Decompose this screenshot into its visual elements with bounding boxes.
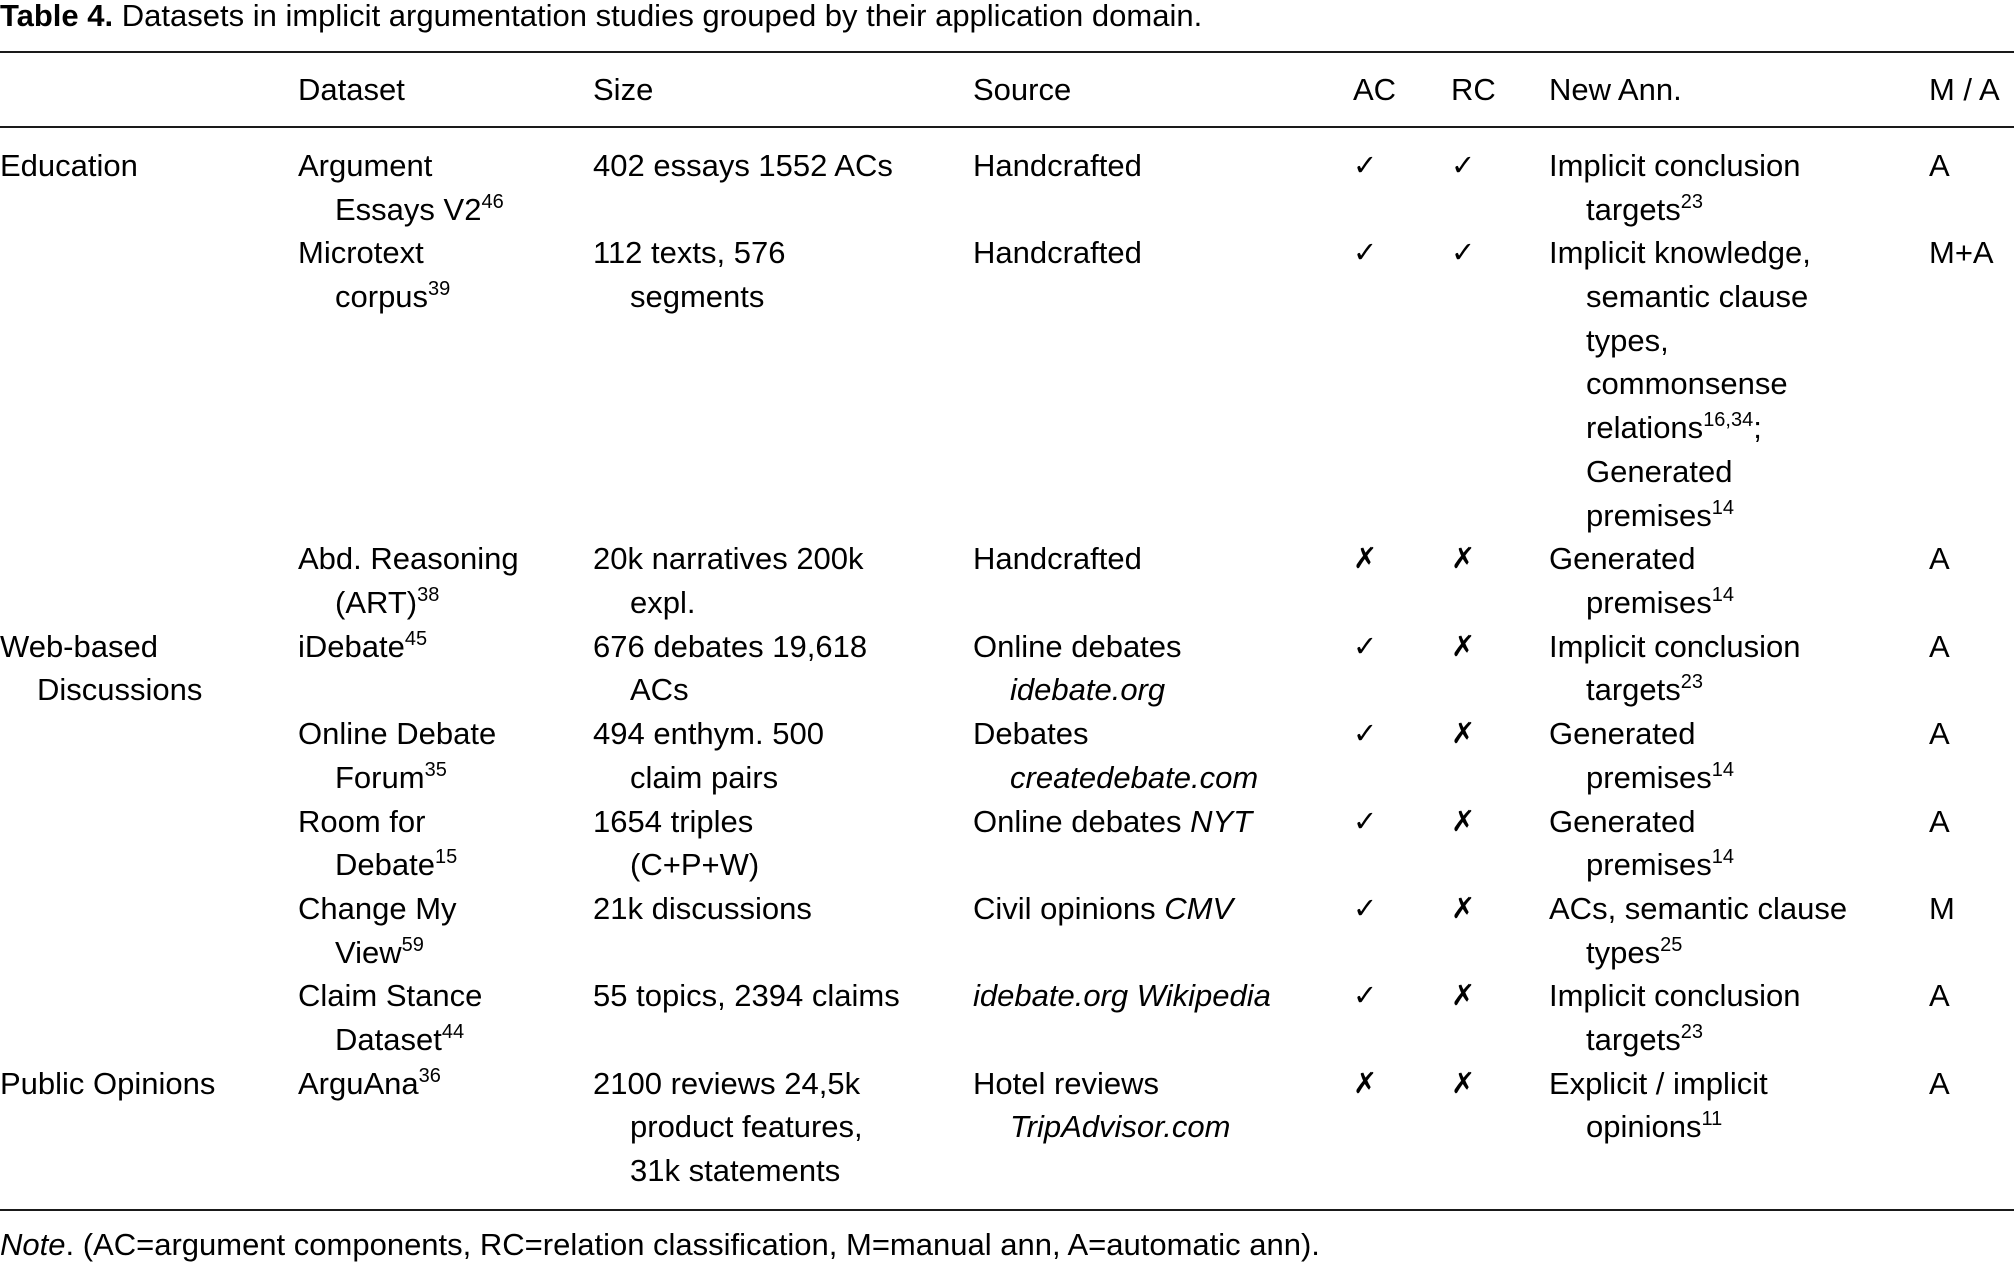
- new-ann-text: Generated: [1549, 716, 1696, 752]
- dataset-cell: [298, 537, 519, 624]
- dataset-cell: [298, 974, 482, 1061]
- citation-ref: 35: [424, 758, 447, 781]
- new-ann-text: ACs, semantic clause: [1549, 890, 1848, 926]
- table-caption-text: Datasets in implicit argumentation studies grouped by their application domain.: [121, 0, 1203, 33]
- size-line: expl.: [630, 584, 696, 620]
- new-ann-text: premises: [1586, 847, 1712, 883]
- new-ann-cell: [1549, 974, 1801, 1061]
- new-ann-line: [1549, 450, 1811, 494]
- new-ann-text: commonsense: [1586, 366, 1788, 402]
- new-ann-line: [1549, 537, 1734, 581]
- note-label: Note: [0, 1227, 66, 1262]
- ac-cell: [1353, 625, 1377, 669]
- m-a-value: M: [1929, 890, 1955, 926]
- source-cell: [973, 537, 1142, 581]
- rc-cell: [1451, 712, 1475, 756]
- source-text: Handcrafted: [973, 235, 1142, 271]
- citation-ref: 38: [417, 583, 440, 606]
- domain-cell: [0, 625, 202, 712]
- source-line: [973, 974, 1271, 1018]
- new-ann-cell: [1549, 800, 1734, 887]
- ac-cell: [1353, 1062, 1377, 1106]
- size-line: 402 essays 1552 ACs: [593, 148, 893, 183]
- check-icon: ✓: [1353, 716, 1378, 751]
- new-ann-text: targets: [1586, 191, 1681, 227]
- size-line: (C+P+W): [630, 847, 760, 883]
- cross-icon: ✗: [1451, 890, 1476, 925]
- source-italic: TripAdvisor.com: [1010, 1109, 1231, 1145]
- domain-line: Discussions: [37, 672, 203, 708]
- source-cell: [973, 144, 1142, 188]
- rc-cell: [1451, 800, 1475, 844]
- source-line: [973, 668, 1182, 712]
- source-text: Handcrafted: [973, 541, 1142, 577]
- dataset-line: [298, 275, 450, 319]
- new-ann-line: [1549, 319, 1811, 363]
- dataset-text: Argument: [298, 148, 433, 183]
- new-ann-line: [1549, 1018, 1801, 1062]
- new-ann-line: [1549, 756, 1734, 800]
- new-ann-line: [1549, 668, 1801, 712]
- new-ann-cell: [1549, 144, 1801, 231]
- source-italic: idebate.org Wikipedia: [973, 978, 1271, 1014]
- citation-ref: 45: [404, 627, 428, 650]
- check-icon: ✓: [1353, 235, 1378, 270]
- cross-icon: ✗: [1451, 978, 1476, 1013]
- size-cell: [593, 231, 785, 318]
- new-ann-cell: [1549, 887, 1847, 974]
- m-a-cell: [1929, 231, 1994, 275]
- dataset-line: [298, 843, 457, 887]
- top-rule: [0, 51, 2014, 53]
- new-ann-line: [1549, 494, 1811, 538]
- new-ann-line: [1549, 887, 1847, 931]
- m-a-cell: [1929, 887, 1955, 931]
- new-ann-text: opinions: [1586, 1109, 1702, 1145]
- source-line: [973, 537, 1142, 581]
- header-source: Source: [973, 72, 1072, 107]
- new-ann-line: [1549, 188, 1801, 232]
- m-a-cell: [1929, 1062, 1950, 1106]
- domain-line: Public Opinions: [0, 1065, 216, 1101]
- m-a-value: A: [1929, 1065, 1950, 1101]
- new-ann-text: Explicit / implicit: [1549, 1065, 1768, 1101]
- size-line: claim pairs: [630, 759, 779, 795]
- new-ann-text: Implicit conclusion: [1549, 628, 1801, 664]
- ac-cell: [1353, 537, 1377, 581]
- dataset-line: [298, 756, 496, 800]
- new-ann-cell: [1549, 231, 1811, 537]
- size-cell: [593, 537, 864, 624]
- dataset-line: [298, 231, 450, 275]
- source-text: Debates: [973, 716, 1089, 752]
- size-line: 20k narratives 200k: [593, 541, 864, 577]
- source-line: [973, 625, 1182, 669]
- new-ann-line: [1549, 931, 1847, 975]
- citation-ref: 59: [401, 933, 424, 956]
- citation-ref: 15: [434, 846, 458, 869]
- domain-line: Education: [0, 148, 138, 183]
- new-ann-line: [1549, 625, 1801, 669]
- bottom-rule: [0, 1209, 2014, 1211]
- dataset-line: [298, 144, 504, 188]
- citation-ref: 39: [428, 278, 451, 301]
- dataset-line: [298, 887, 457, 931]
- source-italic: NYT: [1190, 803, 1253, 839]
- size-line: 21k discussions: [593, 890, 812, 926]
- m-a-value: A: [1929, 148, 1950, 183]
- new-ann-line: [1549, 231, 1811, 275]
- dataset-cell: [298, 231, 450, 318]
- source-text: Online debates: [973, 628, 1182, 664]
- rc-cell: [1451, 231, 1475, 275]
- ac-cell: [1353, 887, 1377, 931]
- ac-cell: [1353, 800, 1377, 844]
- size-cell: [593, 1062, 863, 1193]
- new-ann-text: premises: [1586, 759, 1712, 795]
- citation-ref: 46: [481, 190, 504, 213]
- header-dataset: Dataset: [298, 72, 405, 107]
- dataset-cell: [298, 625, 427, 669]
- header-size: Size: [593, 72, 654, 107]
- rc-cell: [1451, 537, 1475, 581]
- m-a-cell: [1929, 625, 1950, 669]
- source-line: [973, 800, 1252, 844]
- size-line: 676 debates 19,618: [593, 628, 868, 664]
- dataset-line: [298, 625, 427, 669]
- citation-ref: 16,34: [1703, 409, 1754, 432]
- new-ann-text: types: [1586, 934, 1661, 970]
- dataset-text: Online Debate: [298, 716, 497, 752]
- size-cell: [593, 887, 812, 931]
- size-line: 1654 triples: [593, 803, 754, 839]
- check-icon: ✓: [1353, 803, 1378, 838]
- dataset-text: corpus: [335, 279, 429, 315]
- size-cell: [593, 144, 893, 188]
- domain-cell: [0, 144, 138, 188]
- header-rc: RC: [1451, 72, 1496, 107]
- cross-icon: ✗: [1353, 541, 1378, 576]
- new-ann-line: [1549, 712, 1734, 756]
- new-ann-line: [1549, 1062, 1768, 1106]
- cross-icon: ✗: [1451, 541, 1476, 576]
- source-text: Online debates: [973, 803, 1191, 839]
- source-line: [973, 144, 1142, 188]
- source-italic: idebate.org: [1010, 672, 1166, 708]
- note-text: . (AC=argument components, RC=relation classification, M=manual ann, A=automatic ann).: [65, 1227, 1320, 1262]
- new-ann-line: [1549, 843, 1734, 887]
- citation-ref: 23: [1680, 1020, 1704, 1043]
- new-ann-text: Implicit conclusion: [1549, 978, 1801, 1014]
- source-line: [973, 231, 1142, 275]
- m-a-cell: [1929, 974, 1950, 1018]
- new-ann-text: premises: [1586, 497, 1712, 533]
- check-icon: ✓: [1353, 978, 1378, 1013]
- cross-icon: ✗: [1451, 716, 1476, 751]
- new-ann-line: [1549, 275, 1811, 319]
- source-text: Handcrafted: [973, 148, 1142, 183]
- dataset-line: [298, 931, 457, 975]
- source-cell: [973, 231, 1142, 275]
- source-cell: [973, 887, 1233, 931]
- citation-ref: 23: [1680, 671, 1704, 694]
- new-ann-text: Generated: [1549, 541, 1696, 577]
- header-m-a: M / A: [1929, 72, 2000, 107]
- source-cell: [973, 974, 1271, 1018]
- citation-ref: 44: [441, 1020, 465, 1043]
- new-ann-text: targets: [1586, 1021, 1681, 1057]
- new-ann-line: [1549, 362, 1811, 406]
- rc-cell: [1451, 887, 1475, 931]
- size-cell: [593, 800, 759, 887]
- cross-icon: ✗: [1451, 803, 1476, 838]
- m-a-cell: [1929, 800, 1950, 844]
- dataset-line: [298, 712, 496, 756]
- dataset-text: Abd. Reasoning: [298, 541, 519, 577]
- rc-cell: [1451, 625, 1475, 669]
- source-text: Civil opinions: [973, 890, 1165, 926]
- dataset-line: [298, 188, 504, 232]
- new-ann-text: relations: [1586, 410, 1704, 446]
- m-a-value: A: [1929, 803, 1950, 839]
- new-ann-text: Implicit conclusion: [1549, 148, 1801, 183]
- dataset-line: [298, 800, 457, 844]
- dataset-cell: [298, 144, 504, 231]
- rc-cell: [1451, 1062, 1475, 1106]
- size-cell: [593, 974, 900, 1018]
- cross-icon: ✗: [1451, 628, 1476, 663]
- check-icon: ✓: [1353, 628, 1378, 663]
- new-ann-text: Generated: [1586, 453, 1733, 489]
- new-ann-text: premises: [1586, 584, 1712, 620]
- new-ann-punct: ;: [1753, 410, 1762, 446]
- citation-ref: 25: [1660, 933, 1683, 956]
- new-ann-line: [1549, 144, 1801, 188]
- m-a-value: A: [1929, 541, 1950, 577]
- size-line: 55 topics, 2394 claims: [593, 978, 900, 1014]
- cross-icon: ✗: [1353, 1065, 1378, 1100]
- ac-cell: [1353, 144, 1377, 188]
- new-ann-cell: [1549, 625, 1801, 712]
- new-ann-line: [1549, 974, 1801, 1018]
- table-label: Table 4.: [0, 0, 114, 33]
- m-a-cell: [1929, 712, 1950, 756]
- size-cell: [593, 712, 824, 799]
- citation-ref: 14: [1711, 758, 1735, 781]
- source-text: Hotel reviews: [973, 1065, 1160, 1101]
- dataset-line: [298, 1018, 482, 1062]
- new-ann-cell: [1549, 712, 1734, 799]
- dataset-text: Essays V2: [335, 191, 482, 227]
- citation-ref: 14: [1711, 583, 1735, 606]
- size-line: segments: [630, 279, 765, 315]
- new-ann-cell: [1549, 1062, 1768, 1149]
- dataset-text: Dataset: [335, 1021, 442, 1057]
- dataset-line: [298, 974, 482, 1018]
- dataset-line: [298, 1062, 441, 1106]
- table-caption: [0, 0, 1202, 32]
- dataset-text: (ART): [335, 584, 418, 620]
- dataset-line: [298, 581, 519, 625]
- ac-cell: [1353, 231, 1377, 275]
- dataset-text: Claim Stance: [298, 978, 483, 1014]
- rc-cell: [1451, 974, 1475, 1018]
- new-ann-text: Generated: [1549, 803, 1696, 839]
- size-cell: [593, 625, 867, 712]
- cross-icon: ✗: [1451, 1065, 1476, 1100]
- new-ann-line: [1549, 406, 1811, 450]
- size-line: ACs: [630, 672, 689, 708]
- header-new-ann: New Ann.: [1549, 72, 1682, 107]
- source-italic: createdebate.com: [1010, 759, 1259, 795]
- new-ann-text: types,: [1586, 322, 1669, 358]
- dataset-text: View: [335, 934, 402, 970]
- dataset-text: iDebate: [298, 628, 405, 664]
- citation-ref: 23: [1680, 190, 1704, 213]
- m-a-value: A: [1929, 978, 1950, 1014]
- check-icon: ✓: [1353, 148, 1378, 182]
- dataset-text: ArguAna: [298, 1065, 419, 1101]
- dataset-text: Change My: [298, 890, 457, 926]
- m-a-cell: [1929, 144, 1950, 188]
- source-italic: CMV: [1164, 890, 1234, 926]
- dataset-cell: [298, 800, 457, 887]
- source-cell: [973, 625, 1182, 712]
- dataset-cell: [298, 1062, 441, 1106]
- header-rule: [0, 126, 2014, 128]
- source-line: [973, 1105, 1230, 1149]
- source-line: [973, 887, 1233, 931]
- dataset-line: [298, 537, 519, 581]
- citation-ref: 14: [1711, 846, 1735, 869]
- source-line: [973, 1062, 1230, 1106]
- new-ann-text: semantic clause: [1586, 279, 1809, 315]
- check-icon: ✓: [1451, 148, 1476, 182]
- m-a-value: A: [1929, 628, 1950, 664]
- dataset-cell: [298, 887, 457, 974]
- check-icon: ✓: [1451, 235, 1476, 270]
- dataset-text: Room for: [298, 803, 426, 839]
- source-line: [973, 756, 1258, 800]
- dataset-text: Forum: [335, 759, 425, 795]
- size-line: 112 texts, 576: [593, 235, 786, 271]
- source-line: [973, 712, 1258, 756]
- source-cell: [973, 712, 1258, 799]
- new-ann-cell: [1549, 537, 1734, 624]
- domain-cell: [0, 1062, 215, 1106]
- citation-ref: 36: [418, 1064, 441, 1087]
- source-cell: [973, 800, 1252, 844]
- table-note: [0, 1229, 1320, 1261]
- citation-ref: 14: [1711, 496, 1735, 519]
- m-a-cell: [1929, 537, 1950, 581]
- new-ann-line: [1549, 1105, 1768, 1149]
- size-line: 2100 reviews 24,5k: [593, 1065, 861, 1101]
- check-icon: ✓: [1353, 890, 1378, 925]
- size-line: 494 enthym. 500: [593, 716, 824, 752]
- citation-ref: 11: [1701, 1108, 1723, 1131]
- ac-cell: [1353, 974, 1377, 1018]
- new-ann-text: targets: [1586, 672, 1681, 708]
- domain-line: Web-based: [0, 628, 158, 664]
- dataset-text: Debate: [335, 847, 435, 883]
- dataset-cell: [298, 712, 496, 799]
- m-a-value: A: [1929, 716, 1950, 752]
- dataset-text: Microtext: [298, 235, 424, 271]
- m-a-value: M+A: [1929, 235, 1994, 271]
- rc-cell: [1451, 144, 1475, 188]
- ac-cell: [1353, 712, 1377, 756]
- size-line: product features,: [630, 1109, 863, 1145]
- source-cell: [973, 1062, 1230, 1149]
- new-ann-line: [1549, 581, 1734, 625]
- new-ann-text: Implicit knowledge,: [1549, 235, 1811, 271]
- new-ann-line: [1549, 800, 1734, 844]
- header-ac: AC: [1353, 72, 1397, 107]
- size-line: 31k statements: [630, 1153, 841, 1189]
